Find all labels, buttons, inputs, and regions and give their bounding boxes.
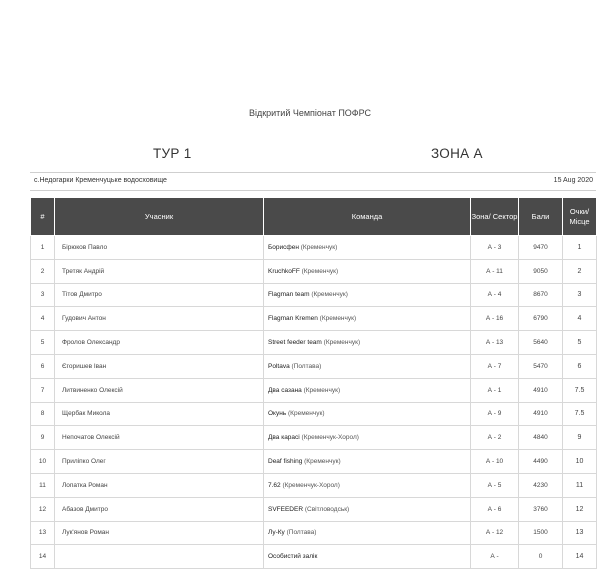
team-name: Flagman Kremen (268, 315, 318, 323)
sector-cell: А - 5 (471, 473, 519, 497)
team-city: (Кременчук-Хорол) (301, 434, 359, 442)
team-city: (Кременчук) (311, 291, 348, 299)
team-name: 7.62 (268, 481, 281, 489)
points-cell: 4840 (519, 426, 563, 450)
points-cell: 4910 (519, 402, 563, 426)
row-number: 10 (31, 450, 55, 474)
table-row (31, 497, 597, 521)
team-city: (Кременчук) (300, 243, 338, 251)
team-name: Два сазана (268, 386, 302, 394)
team-name: Особистий залік (268, 553, 318, 561)
event-location: с.Недогарки Кременчуцьке водосховище (34, 177, 167, 184)
sector-cell: А - 16 (471, 307, 519, 331)
points-cell: 3760 (519, 497, 563, 521)
header-sector: Зона/ Сектор (471, 198, 519, 236)
team-cell (264, 283, 471, 307)
table-row (31, 236, 597, 260)
team-cell (264, 450, 471, 474)
table-row (31, 402, 597, 426)
header-participant: Учасник (55, 198, 264, 236)
team-name: SVFEEDER (268, 505, 304, 513)
place-cell: 12 (563, 497, 597, 521)
row-number: 2 (31, 259, 55, 283)
points-cell: 4230 (519, 473, 563, 497)
tour-label: ТУР 1 (153, 146, 192, 161)
team-name: Борисфен (268, 243, 299, 251)
row-number: 12 (31, 497, 55, 521)
table-row (31, 473, 597, 497)
participant-name: Єгоришев Іван (55, 354, 264, 378)
place-cell: 7.5 (563, 378, 597, 402)
row-number: 14 (31, 545, 55, 569)
sector-cell: А - 4 (471, 283, 519, 307)
sector-cell: А - 7 (471, 354, 519, 378)
place-cell: 5 (563, 331, 597, 355)
team-cell (264, 236, 471, 260)
team-cell (264, 497, 471, 521)
points-cell: 5470 (519, 354, 563, 378)
sector-cell: А - 2 (471, 426, 519, 450)
participant-name: Лопатка Роман (55, 473, 264, 497)
participant-name: Бірюков Павло (55, 236, 264, 260)
team-cell (264, 259, 471, 283)
points-cell: 9470 (519, 236, 563, 260)
points-cell: 4490 (519, 450, 563, 474)
team-city: (Кременчук-Хорол) (282, 481, 340, 489)
team-name: Окунь (268, 410, 287, 418)
points-cell: 1500 (519, 521, 563, 545)
team-name: KruchkoFF (268, 267, 300, 275)
team-city: (Кременчук) (303, 386, 341, 394)
row-number: 6 (31, 354, 55, 378)
row-number: 8 (31, 402, 55, 426)
row-number: 13 (31, 521, 55, 545)
participant-name: Непочатов Олексій (55, 426, 264, 450)
participant-name: Фролов Олександр (55, 331, 264, 355)
team-city: (Світловодськ) (304, 505, 350, 513)
participant-name: Лук'янов Роман (55, 521, 264, 545)
table-row (31, 331, 597, 355)
sector-cell: А - 6 (471, 497, 519, 521)
team-cell (264, 426, 471, 450)
sector-cell: А - 10 (471, 450, 519, 474)
row-number: 7 (31, 378, 55, 402)
team-cell (264, 521, 471, 545)
sector-cell: А - (471, 545, 519, 569)
points-cell: 0 (519, 545, 563, 569)
team-cell (264, 331, 471, 355)
table-row (31, 259, 597, 283)
header-place: Очки/ Місце (563, 198, 597, 236)
row-number: 4 (31, 307, 55, 331)
team-cell (264, 402, 471, 426)
place-cell: 2 (563, 259, 597, 283)
team-name: Лу-Ку (268, 529, 285, 537)
place-cell: 13 (563, 521, 597, 545)
team-cell (264, 354, 471, 378)
team-name: Street feeder team (268, 339, 322, 347)
sector-cell: А - 12 (471, 521, 519, 545)
table-header-row (31, 198, 597, 236)
place-cell: 14 (563, 545, 597, 569)
team-name: Flagman team (268, 291, 310, 299)
row-number: 11 (31, 473, 55, 497)
participant-name: Литвиненко Олексій (55, 378, 264, 402)
participant-name: Гудович Антон (55, 307, 264, 331)
team-city: (Полтава) (286, 529, 317, 537)
team-city: (Кременчук) (301, 267, 339, 275)
sector-cell: А - 3 (471, 236, 519, 260)
table-row (31, 307, 597, 331)
table-row (31, 354, 597, 378)
team-city: (Кременчук) (304, 458, 341, 466)
results-table (30, 197, 597, 569)
participant-name: Абазов Дмитро (55, 497, 264, 521)
team-name: Два карасі (268, 434, 300, 442)
place-cell: 10 (563, 450, 597, 474)
sector-cell: А - 9 (471, 402, 519, 426)
event-date: 15 Aug 2020 (553, 177, 593, 184)
team-cell (264, 378, 471, 402)
header-num: # (31, 198, 55, 236)
place-cell: 4 (563, 307, 597, 331)
table-row (31, 450, 597, 474)
points-cell: 4910 (519, 378, 563, 402)
table-row (31, 426, 597, 450)
points-cell: 8670 (519, 283, 563, 307)
row-number: 5 (31, 331, 55, 355)
place-cell: 6 (563, 354, 597, 378)
table-row (31, 283, 597, 307)
zone-label: ЗОНА А (431, 146, 483, 161)
participant-name: Тітов Дмитро (55, 283, 264, 307)
place-cell: 9 (563, 426, 597, 450)
participant-name: Щербак Микола (55, 402, 264, 426)
team-cell (264, 473, 471, 497)
team-city: (Полтава) (291, 362, 322, 370)
row-number: 1 (31, 236, 55, 260)
points-cell: 9050 (519, 259, 563, 283)
table-row (31, 521, 597, 545)
points-cell: 5640 (519, 331, 563, 355)
header-points: Бали (519, 198, 563, 236)
sector-cell: А - 1 (471, 378, 519, 402)
place-cell: 3 (563, 283, 597, 307)
points-cell: 6790 (519, 307, 563, 331)
sector-cell: А - 13 (471, 331, 519, 355)
participant-name: Приліпко Олег (55, 450, 264, 474)
row-number: 9 (31, 426, 55, 450)
participant-name (55, 545, 264, 569)
table-row (31, 378, 597, 402)
place-cell: 11 (563, 473, 597, 497)
table-row (31, 545, 597, 569)
team-city: (Кременчук) (323, 339, 361, 347)
team-name: Poltava (268, 362, 290, 370)
event-info-bar (30, 172, 596, 191)
team-name: Deaf fishing (268, 458, 303, 466)
place-cell: 1 (563, 236, 597, 260)
header-team: Команда (264, 198, 471, 236)
place-cell: 7.5 (563, 402, 597, 426)
sector-cell: А - 11 (471, 259, 519, 283)
team-cell (264, 545, 471, 569)
row-number: 3 (31, 283, 55, 307)
team-cell (264, 307, 471, 331)
participant-name: Третяк Андрій (55, 259, 264, 283)
team-city: (Кременчук) (319, 315, 357, 323)
championship-title: Відкритий Чемпіонат ПОФРС (248, 108, 372, 118)
team-city: (Кременчук) (288, 410, 325, 418)
